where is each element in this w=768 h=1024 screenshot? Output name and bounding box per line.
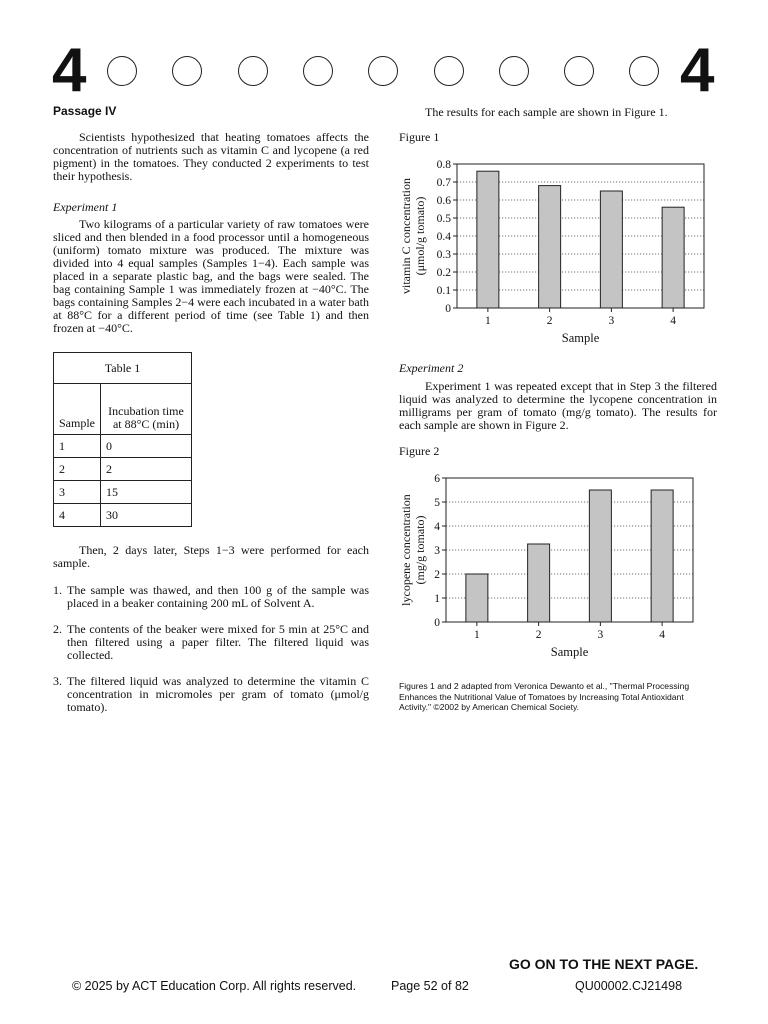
answer-bubble [238, 56, 268, 86]
x-tick-label: 1 [485, 315, 491, 327]
y-tick-label: 4 [434, 521, 440, 533]
table-row [54, 435, 192, 458]
figure-1-label: Figure 1 [399, 130, 440, 144]
y-tick-label: 0.7 [436, 177, 451, 189]
document-code: QU00002.CJ21498 [575, 979, 683, 993]
y-tick-label: 0.1 [436, 285, 451, 297]
table-cell: 1 [54, 435, 101, 458]
x-tick-label: 4 [659, 629, 665, 641]
table-row [54, 481, 192, 504]
y-tick-label: 0.4 [436, 231, 451, 243]
step-text: The contents of the beaker were mixed for 5 min at 25°C and then filtered using a paper filter. The filtered liquid was collected. [67, 622, 369, 662]
answer-bubble [107, 56, 137, 86]
experiment-2-heading: Experiment 2 [399, 361, 464, 375]
x-tick-label: 3 [608, 315, 615, 327]
results-intro: The results for each sample are shown in Figure 1. [425, 105, 668, 119]
passage-title: Passage IV [53, 104, 117, 118]
figure-credit: Figures 1 and 2 adapted from Veronica Dewanto et al., "Thermal Processing Enhances the Nutritional Value of Tomatoes by Increasing Total Antioxidant Activity." ©2002 by American Chemical Society. [399, 681, 690, 712]
bar [539, 186, 561, 308]
y-tick-label: 0 [434, 617, 440, 629]
section-number-left: 4 [52, 36, 87, 105]
table-cell: 15 [101, 481, 192, 504]
intro-paragraph: Scientists hypothesized that heating tomatoes affects the concentration of nutrients such as vitamin C and lycopene (a red pigment) in the tomatoes. They conducted 2 experiments to test their hypothesis. [53, 130, 369, 183]
figure-2-chart [396, 466, 718, 666]
y-axis-label: vitamin C concentration [399, 178, 413, 294]
figure-2-label: Figure 2 [399, 444, 440, 458]
bar [466, 574, 488, 622]
y-tick-label: 0.5 [436, 213, 451, 225]
step-number: 2. [53, 622, 62, 636]
x-tick-label: 4 [670, 315, 676, 327]
next-page-notice: GO ON TO THE NEXT PAGE. [509, 956, 699, 972]
answer-bubble [564, 56, 594, 86]
y-tick-label: 0.2 [436, 267, 451, 279]
bar [477, 171, 499, 308]
answer-bubble [303, 56, 333, 86]
step-number: 3. [53, 674, 62, 688]
y-tick-label: 0.6 [436, 195, 451, 207]
bar [528, 544, 550, 622]
answer-bubble [629, 56, 659, 86]
table-cell: 3 [54, 481, 101, 504]
table-cell: 4 [54, 504, 101, 527]
x-axis-label: Sample [550, 645, 589, 659]
step-text: The filtered liquid was analyzed to determine the vitamin C concentration in micromoles per gram of tomato (μmol/g tomato). [67, 674, 369, 714]
steps-list [53, 584, 369, 727]
answer-bubble [172, 56, 202, 86]
table-cell: 30 [101, 504, 192, 527]
x-axis-label: Sample [561, 331, 600, 345]
y-tick-label: 3 [434, 545, 440, 557]
x-tick-label: 2 [546, 315, 553, 327]
answer-bubble [434, 56, 464, 86]
table-row [54, 504, 192, 527]
list-item [53, 675, 369, 714]
y-tick-label: 2 [434, 569, 440, 581]
y-tick-label: 0.8 [436, 159, 451, 171]
x-tick-label: 3 [597, 629, 604, 641]
bar [651, 490, 673, 622]
table-1 [53, 352, 192, 527]
table-header-incubation: Incubation time at 88°C (min) [101, 384, 192, 435]
table-header-sample: Sample [54, 384, 101, 435]
copyright-text: © 2025 by ACT Education Corp. All rights reserved. [72, 979, 357, 993]
list-item [53, 623, 369, 662]
experiment-1-heading: Experiment 1 [53, 200, 118, 214]
answer-bubble [499, 56, 529, 86]
y-tick-label: 1 [434, 593, 440, 605]
table-row [54, 458, 192, 481]
section-number-right: 4 [680, 36, 715, 105]
step-text: The sample was thawed, and then 100 g of the sample was placed in a beaker containing 200 mL of Solvent A. [67, 583, 369, 610]
y-tick-label: 0.3 [436, 249, 451, 261]
page-indicator: Page 52 of 82 [391, 979, 469, 993]
y-axis-label-units: (mg/g tomato) [413, 515, 427, 585]
y-tick-label: 0 [445, 303, 451, 315]
experiment-1-text: Two kilograms of a particular variety of raw tomatoes were sliced and then blended in a food processor until a homogeneous (uniform) tomato mixture was produced. The mixture was divided into 4 equal samples (Samples 1−4). Each sample was placed in a separate plastic bag, and the bags were sealed. The bag containing Sample 1 was immediately frozen at −40°C. The bags containing Samples 2−4 were each incubated in a water bath at 88°C for a different period of time (see Table 1) and then frozen at −40°C. [53, 217, 369, 335]
x-tick-label: 1 [474, 629, 480, 641]
y-tick-label: 5 [434, 497, 440, 509]
table-cell: 2 [54, 458, 101, 481]
step-number: 1. [53, 583, 62, 597]
table-1-title: Table 1 [54, 353, 192, 384]
then-paragraph: Then, 2 days later, Steps 1−3 were performed for each sample. [53, 543, 369, 570]
bar [589, 490, 611, 622]
x-tick-label: 2 [535, 629, 542, 641]
answer-bubble [368, 56, 398, 86]
y-tick-label: 6 [434, 473, 440, 485]
y-axis-label: lycopene concentration [399, 494, 413, 606]
table-cell: 2 [101, 458, 192, 481]
table-cell: 0 [101, 435, 192, 458]
bar [662, 207, 684, 308]
bar [600, 191, 622, 308]
experiment-2-text: Experiment 1 was repeated except that in Step 3 the filtered liquid was analyzed to determine the lycopene concentration in milligrams per gram of tomato (mg/g tomato). The results for each sample are shown in Figure 2. [399, 379, 717, 432]
list-item [53, 584, 369, 610]
figure-1-chart [396, 150, 718, 350]
y-axis-label-units: (μmol/g tomato) [413, 196, 427, 276]
